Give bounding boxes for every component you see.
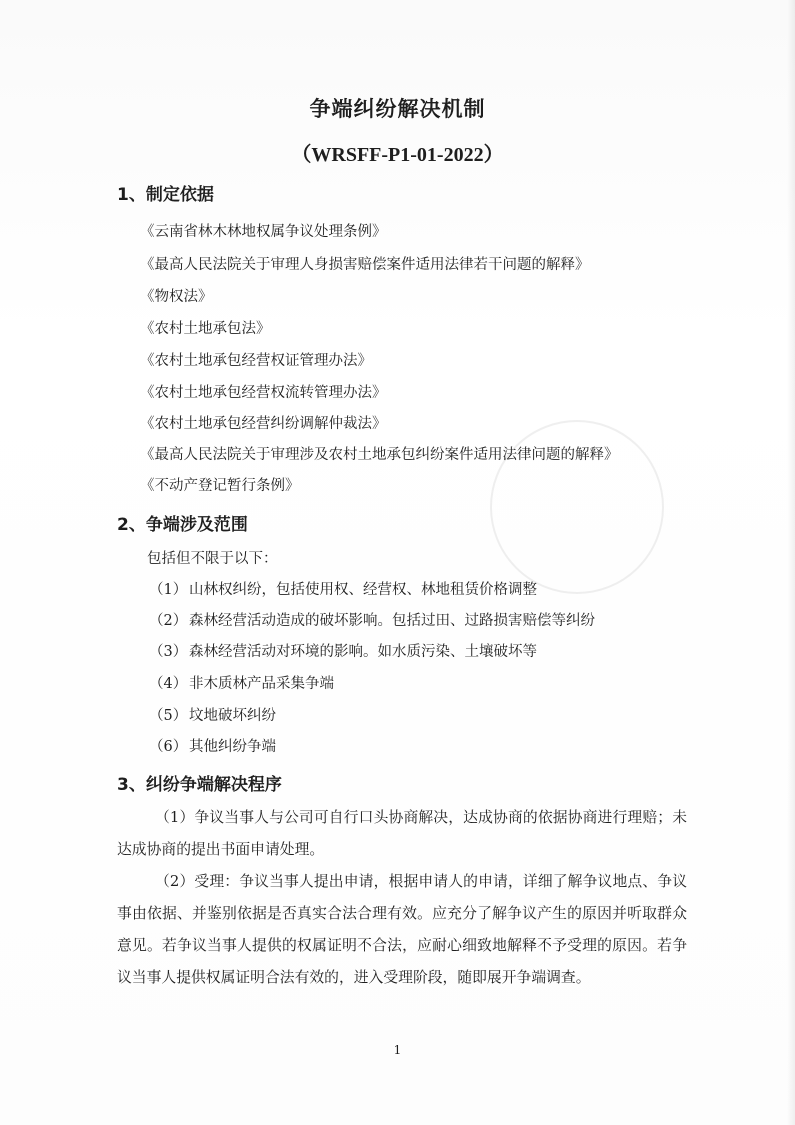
- scope-item: [149, 640, 537, 661]
- law-item: 《不动产登记暂行条例》: [140, 478, 300, 494]
- scope-item-text: 其他纠纷争端: [189, 739, 276, 755]
- scope-item: [149, 704, 276, 725]
- law-item: 《农村土地承包经营权证管理办法》: [140, 353, 372, 369]
- scope-item-number: （5）: [149, 708, 188, 724]
- law-item: 《农村土地承包经营纠纷调解仲裁法》: [140, 416, 387, 432]
- scope-intro: 包括但不限于以下：: [147, 551, 278, 567]
- scope-item-number: （4）: [149, 676, 188, 692]
- law-item: 《最高人民法院关于审理涉及农村土地承包纠纷案件适用法律问题的解释》: [140, 447, 619, 463]
- scope-item-number: （1）: [149, 582, 188, 598]
- section-heading-procedure: 3、纠纷争端解决程序: [117, 775, 282, 795]
- scope-item-text: 非木质林产品采集争端: [189, 676, 334, 692]
- scope-item-text: 森林经营活动造成的破坏影响。包括过田、过路损害赔偿等纠纷: [189, 613, 595, 629]
- scope-item: [149, 609, 595, 630]
- procedure-paragraph: （2）受理：争议当事人提出申请，根据申请人的申请，详细了解争议地点、争议事由依据、并鉴别依据是否真实合法合理有效。应充分了解争议产生的原因并听取群众意见。若争议当事人提供的权属证明不合法，应耐心细致地解释不予受理的原因。若争议当事人提供权属证明合法有效的，进入受理阶段，随即展开争端调查。: [117, 873, 687, 986]
- document-code: （WRSFF-P1-01-2022）: [291, 144, 504, 166]
- section-heading-basis: 1、制定依据: [117, 185, 214, 205]
- scope-item-text: 山林权纠纷，包括使用权、经营权、林地租赁价格调整: [189, 582, 537, 598]
- section-heading-scope: 2、争端涉及范围: [117, 515, 248, 535]
- scope-item-number: （3）: [149, 644, 188, 660]
- scope-item-number: （2）: [149, 613, 188, 629]
- scope-item: [149, 735, 276, 756]
- law-item: 《物权法》: [140, 289, 213, 305]
- law-item: 《云南省林木林地权属争议处理条例》: [140, 224, 387, 240]
- procedure-paragraph: （1）争议当事人与公司可自行口头协商解决，达成协商的依据协商进行理赔；未达成协商的提出书面申请处理。: [117, 809, 687, 858]
- scope-item-number: （6）: [149, 739, 188, 755]
- scope-item: [149, 672, 334, 693]
- scope-item-text: 森林经营活动对环境的影响。如水质污染、土壤破坏等: [189, 644, 537, 660]
- page-number: 1: [393, 1043, 402, 1057]
- law-item: 《农村土地承包法》: [140, 321, 271, 337]
- page-edge-shadow: [787, 0, 795, 1125]
- document-title: 争端纠纷解决机制: [309, 97, 486, 121]
- scope-item: [149, 578, 537, 599]
- law-item: 《最高人民法院关于审理人身损害赔偿案件适用法律若干问题的解释》: [140, 257, 590, 273]
- law-item: 《农村土地承包经营权流转管理办法》: [140, 385, 387, 401]
- scope-item-text: 坟地破坏纠纷: [189, 708, 276, 724]
